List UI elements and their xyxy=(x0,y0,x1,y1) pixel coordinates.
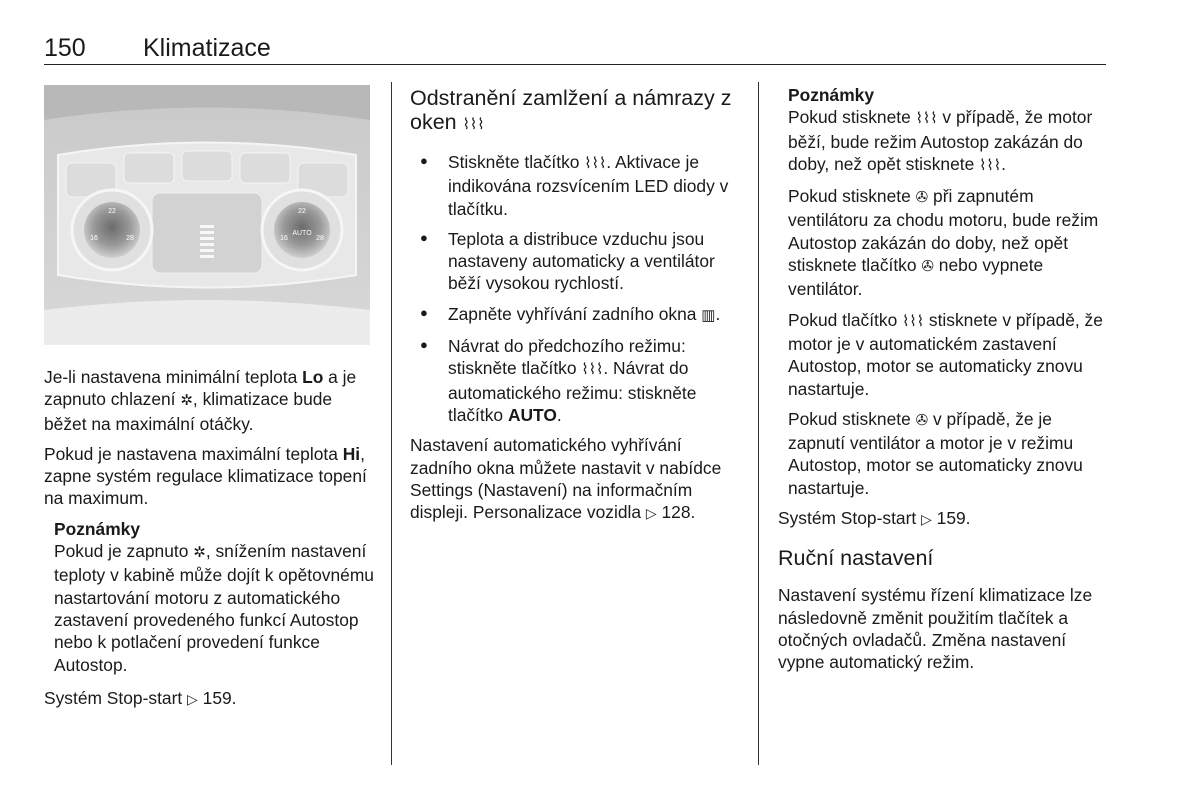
col3-note xyxy=(788,84,1110,499)
page-header xyxy=(44,34,1106,64)
rear-window-heating-icon: ▥ xyxy=(701,306,716,324)
windscreen-defrost-icon: ⌇⌇⌇ xyxy=(979,156,1002,174)
climate-panel-figure xyxy=(44,85,370,345)
right-dial-right-label: 28 xyxy=(316,235,324,242)
windscreen-defrost-icon: ⌇⌇⌇ xyxy=(581,361,604,379)
windscreen-defrost-icon: ⌇⌇⌇ xyxy=(584,155,607,172)
windscreen-defrost-icon: ⌇⌇⌇ xyxy=(462,116,485,133)
column-divider-2 xyxy=(758,82,759,765)
left-dial-right-label: 28 xyxy=(126,235,134,242)
defrost-heading: Odstranění zamlžení a námrazy z oken ⌇⌇⌇ xyxy=(410,86,732,134)
right-dial-auto-label: AUTO xyxy=(292,230,312,237)
manual-settings-heading: Ruční nastavení xyxy=(778,546,934,571)
column-3 xyxy=(778,84,1110,682)
right-dial xyxy=(262,190,342,270)
left-dial-top-label: 22 xyxy=(108,208,116,215)
col2-paragraph: Nastavení automatického vyhřívání zadního okna můžete nastavit v nabídce Settings (Nastavení) na informačním displeji. Personalizace vozidla ▷ 128. xyxy=(410,435,722,523)
page-number: 150 xyxy=(44,34,86,62)
left-dial-left-label: 16 xyxy=(90,235,98,242)
fan-icon: ✇ xyxy=(921,258,934,276)
column-divider-1 xyxy=(391,82,392,765)
col3-note-paragraph: Pokud tlačítko ⌇⌇⌇ stisknete v případě, že motor je v automatickém zastavení Autostop, motor se automaticky znovu nastartuje. xyxy=(788,309,1103,399)
note-heading: Poznámky xyxy=(54,518,141,539)
list-item: ● Stiskněte tlačítko ⌇⌇⌇. Aktivace je indikována rozsvícením LED diody v tlačítku. xyxy=(410,151,745,220)
col3-note-paragraph: Pokud stisknete ⌇⌇⌇ v případě, že motor běží, bude režim Autostop zakázán do doby, než opět stisknete ⌇⌇⌇. xyxy=(788,107,1093,174)
note-heading: Poznámky xyxy=(788,85,875,105)
left-dial xyxy=(72,190,152,270)
page-title: Klimatizace xyxy=(143,34,271,62)
windscreen-defrost-icon: ⌇⌇⌇ xyxy=(915,110,938,128)
list-item: ● Zapněte vyhřívání zadního okna ▥. xyxy=(410,303,745,327)
col3-note-paragraph: Pokud stisknete ✇ při zapnutém ventilátoru za chodu motoru, bude režim Autostop zakázán do doby, než opět stisknete tlačítko ✇ nebo vypnete ventilátor. xyxy=(788,186,1099,300)
fan-icon: ✇ xyxy=(915,189,929,207)
col1-note: Poznámky Pokud je zapnuto ✲, snížením nastavení teploty v kabině může dojít k opětovnému nastartování motoru z automatického zastavení provedeného funkcí Autostop nebo k potlačení provedení funkce Autostop. xyxy=(54,518,376,676)
col1-paragraph-hi: Pokud je nastavena maximální teplota Hi, zapne systém regulace klimatizace topení na maximum. xyxy=(44,443,367,509)
right-dial-left-label: 16 xyxy=(280,235,288,242)
reference-arrow-icon: ▷ xyxy=(187,690,198,707)
col3-cross-reference: Systém Stop-start ▷ 159. xyxy=(778,508,971,529)
defrost-bullet-list xyxy=(410,151,745,426)
col3-paragraph: Nastavení systému řízení klimatizace lze následovně změnit použitím tlačítek a otočných ovladačů. Změna nastavení vypne automatický režim. xyxy=(778,585,1093,673)
col1-paragraph-lo: Je-li nastavena minimální teplota Lo a je zapnuto chlazení ✲, klimatizace bude běžet na maximální otáčky. xyxy=(44,367,357,434)
windscreen-defrost-icon: ⌇⌇⌇ xyxy=(902,312,925,330)
list-item: ● Teplota a distribuce vzduchu jsou nastaveny automaticky a ventilátor běží vysokou rychlostí. xyxy=(410,228,745,295)
col3-note-paragraph: Pokud stisknete ✇ v případě, že je zapnutí ventilátor a motor je v režimu Autostop, motor se automaticky znovu nastartuje. xyxy=(788,408,1083,498)
right-dial-top-label: 22 xyxy=(298,208,306,215)
col1-cross-reference: Systém Stop-start ▷ 159. xyxy=(44,687,237,708)
ac-snowflake-icon: ✲ xyxy=(193,544,206,562)
column-2 xyxy=(410,86,745,532)
column-1 xyxy=(44,366,376,718)
fan-icon: ✇ xyxy=(915,411,929,429)
reference-arrow-icon: ▷ xyxy=(645,505,657,522)
header-rule xyxy=(44,64,1106,65)
list-item: ● Návrat do předchozího režimu: stiskněte tlačítko ⌇⌇⌇. Návrat do automatického režimu: stiskněte tlačítko AUTO. xyxy=(410,335,745,426)
ac-snowflake-icon: ✲ xyxy=(180,392,193,410)
reference-arrow-icon: ▷ xyxy=(921,511,932,528)
